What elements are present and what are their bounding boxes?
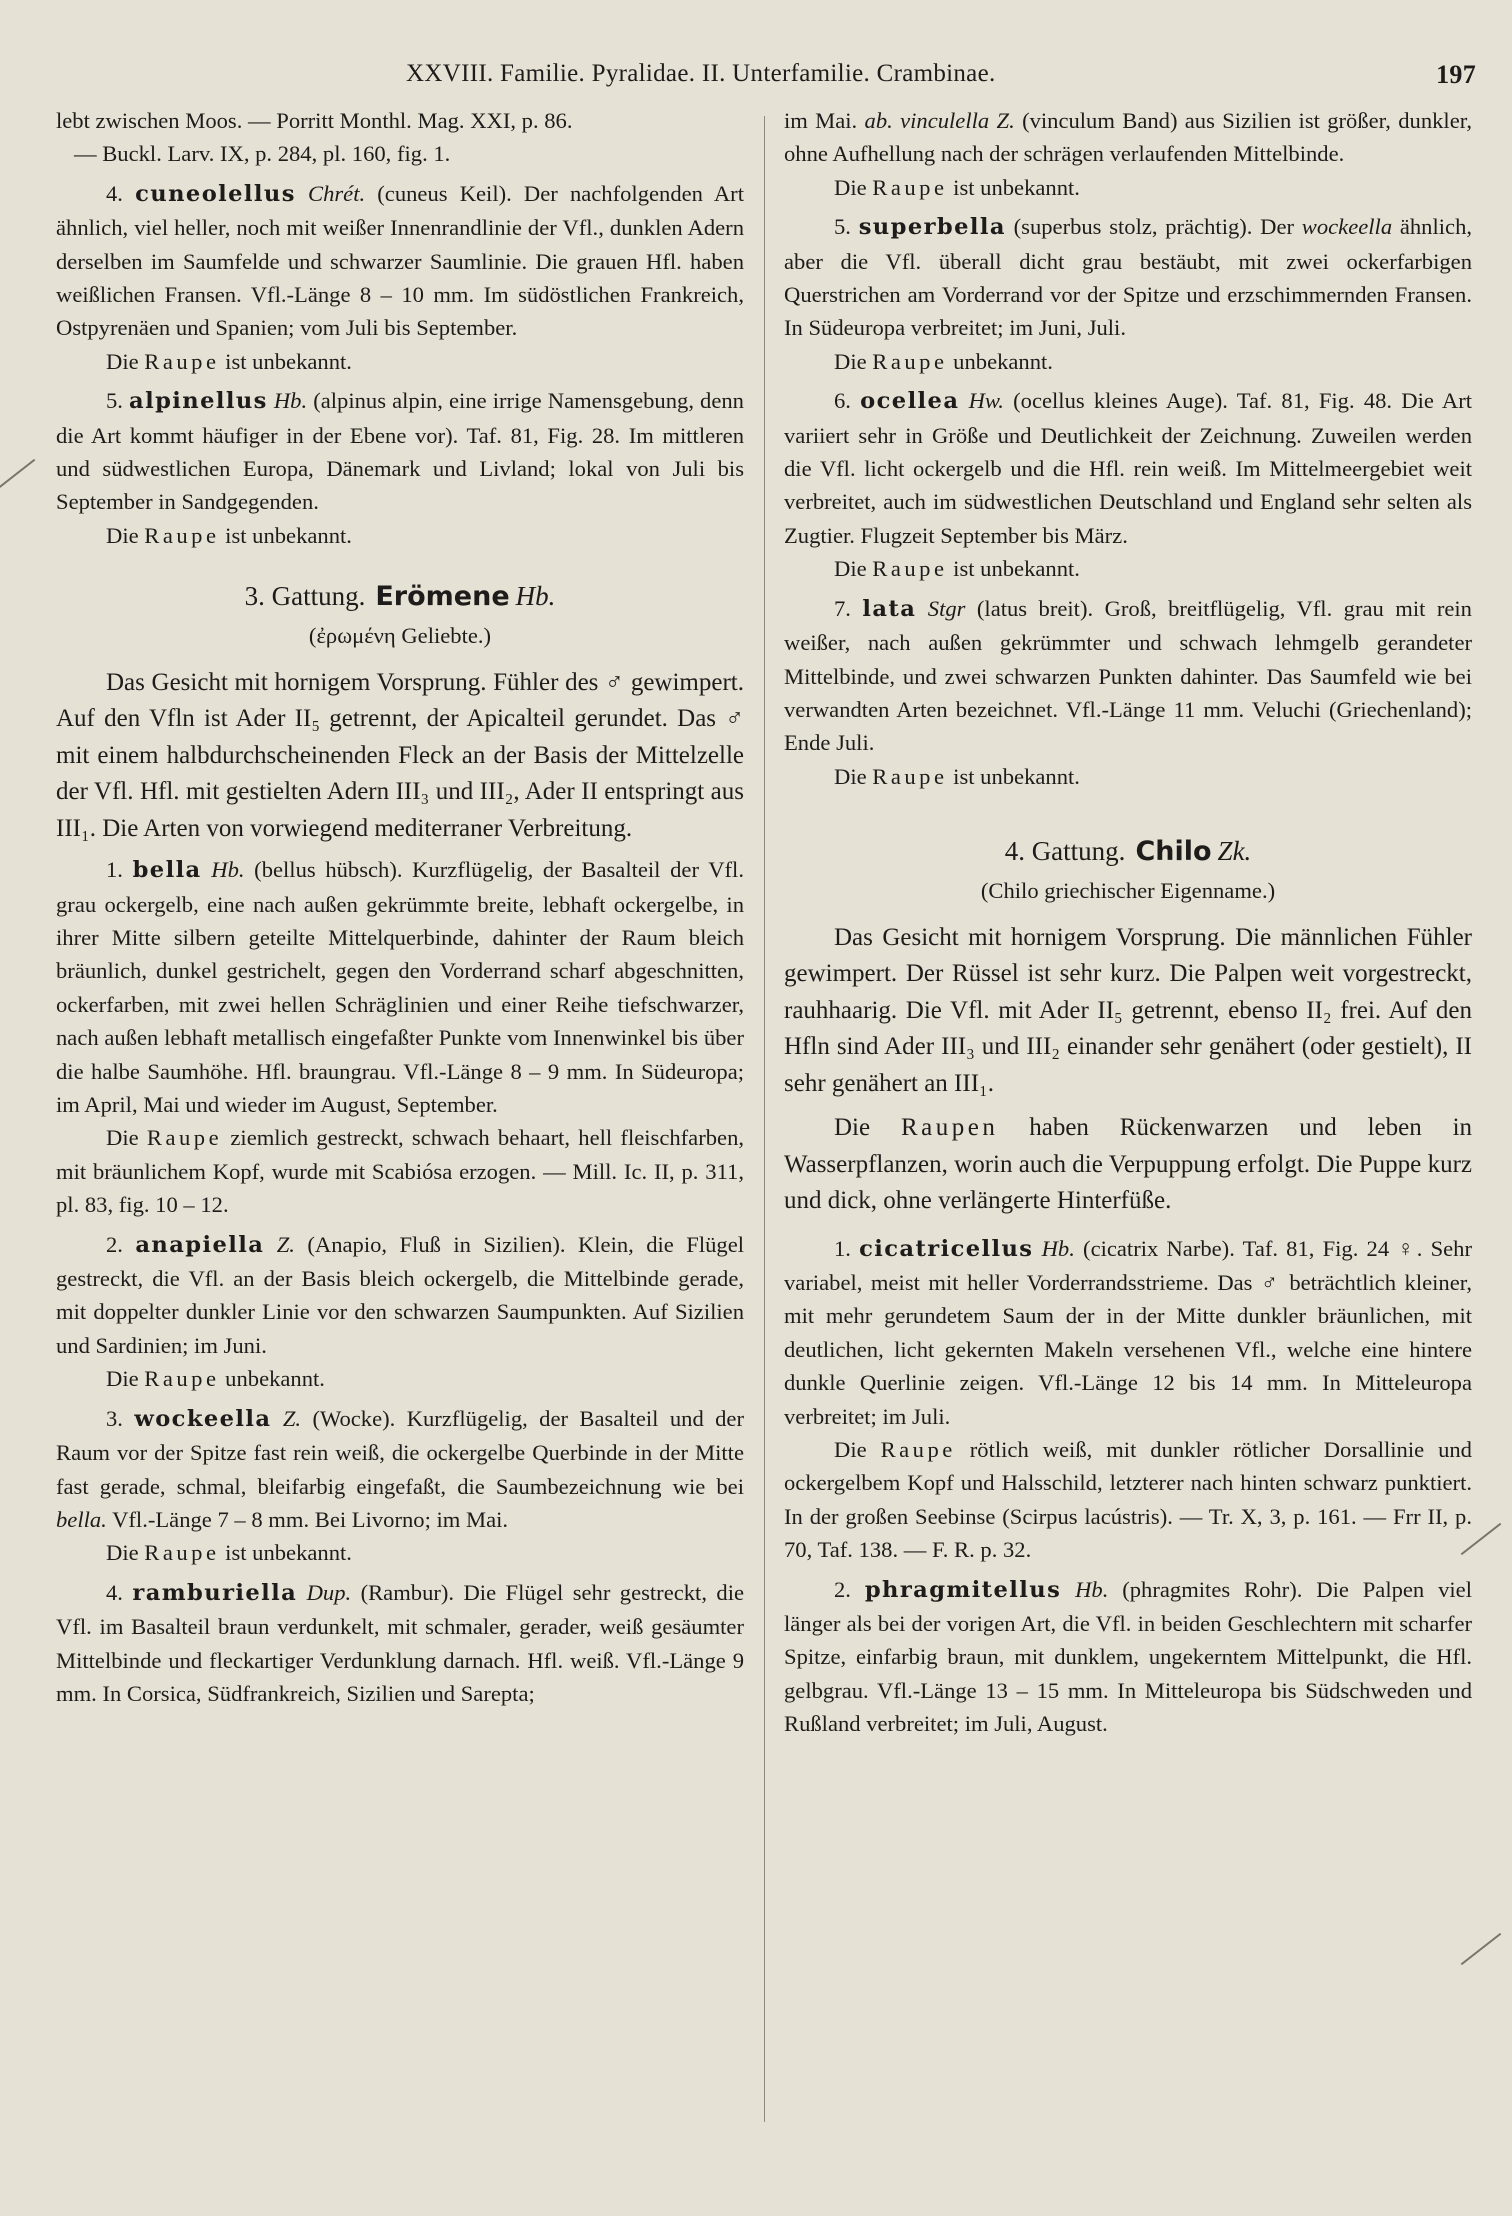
species-entry-phragmitellus: 2. phragmitellus Hb. (phragmites Rohr). Die Palpen viel länger als bei der vorigen Art, die Vfl. in beiden Geschlechtern mit scharfer Spitze, einfarbig braun, mit dunklem, ungekerntem Mittelpunkt, die Hfl. gelbgrau. Vfl.-Länge 13 – 15 mm. In Mitteleuropa bis Südschweden und Rußland verbreitet; im Juli, August.: [784, 1576, 1472, 1737]
genus-heading-eromene: 3. Gattung. Erömene Hb.: [244, 581, 556, 613]
species-name: bella: [132, 857, 202, 884]
species-entry-anapiella: 2. anapiella Z. (Anapio, Fluß in Sizilien). Klein, die Flügel gestreckt, die Vfl. an der Basis bleich ockergelb, die Mittelbinde gerade, mit doppelter dunkler Linie vor den schwarzen Saumpunkten. Auf Sizilien und Sardinien; im Juni.: [56, 1231, 745, 1358]
species-entry-cicatricellus: 1. cicatricellus Hb. (cicatrix Narbe). Taf. 81, Fig. 24 ♀. Sehr variabel, meist mit heller Vorderrandsstrieme. Das ♂ beträchtlich kleiner, mit mehr gerundetem Saum der in der Mitte dunkler bräunlichen, mit deutlichen, licht gekernten Makeln versehenen Vfl., welche eine hintere dunkle Querlinie zeigen. Vfl.-Länge 12 bis 14 mm. In Mitteleuropa verbreitet; im Juli.: [784, 1235, 1472, 1429]
running-title: XXVIII. Familie. Pyralidae. II. Unterfamilie. Crambinae.: [406, 60, 996, 87]
continuation-text: im Mai. ab. vinculella Z. (vinculum Band) aus Sizilien ist größer, dunkler, ohne Aufhellung nach der schrägen verlaufenden Mittelbinde.: [784, 108, 1473, 167]
larva-note: Die Raupe ist unbekannt.: [834, 763, 1080, 789]
page-header: [56, 52, 1476, 96]
larva-note: Die Raupe unbekannt.: [834, 348, 1053, 374]
pencil-mark: [1461, 1933, 1502, 1965]
genus-description: Das Gesicht mit hornigem Vorsprung. Die männlichen Fühler gewimpert. Der Rüssel ist sehr kurz. Die Palpen weit vorgestreckt, rauhhaarig. Die Vfl. mit Ader II₅ getrennt, ebenso II₂ frei. Auf den Hfln sind Ader III₃ und III₂ einander sehr genähert (oder gestielt), II sehr genähert an III₁.: [784, 923, 1472, 1097]
continuation-text: lebt zwischen Moos. — Porritt Monthl. Mag. XXI, p. 86. — Buckl. Larv. IX, p. 284, pl. 160, fig. 1.: [56, 108, 573, 167]
genus-description: Das Gesicht mit hornigem Vorsprung. Fühler des ♂ gewimpert. Auf den Vfln ist Ader II₅ getrennt, der Apicalteil gerundet. Das ♂ mit einem halbdurchscheinenden Fleck an der Basis der Mittelzelle der Vfl. Hfl. mit gestielten Adern III₃ und III₂, Ader II entspringt aus III₁. Die Arten von vorwiegend mediterraner Verbreitung.: [56, 668, 744, 842]
page-number: 197: [1436, 60, 1476, 89]
species-name: anapiella: [135, 1231, 265, 1258]
species-name: phragmitellus: [864, 1576, 1062, 1603]
larva-note: Die Raupe unbekannt.: [106, 1366, 325, 1392]
species-entry-lata: 7. lata Stgr (latus breit). Groß, breitflügelig, Vfl. grau mit rein weißer, nach außen gekrümmter und schwach lehmgelb gerandeter Mittelbinde, und zwei schwarzen Punkten dahinter. Das Saumfeld wie bei verwandten Arten bezeichnet. Vfl.-Länge 11 mm. Veluchi (Griechenland); Ende Juli.: [784, 595, 1472, 756]
larva-note: Die Raupe ist unbekannt.: [106, 522, 352, 548]
larva-note: Die Raupe ziemlich gestreckt, schwach behaart, hell fleischfarben, mit bräunlichem Kopf, wurde mit Scabiósa erzogen. — Mill. Ic. II, p. 311, pl. 83, fig. 10 – 12.: [56, 1125, 745, 1218]
larva-note: Die Raupe ist unbekannt.: [106, 1540, 352, 1566]
species-name: ramburiella: [132, 1579, 298, 1606]
species-name: wockeella: [134, 1405, 272, 1432]
genus-etymology: (ἐρωμένη Geliebte.): [308, 623, 492, 649]
species-entry-cuneolellus: 4. cuneolellus Chrét. (cuneus Keil). Der nachfolgenden Art ähnlich, viel heller, noch mit weißer Innenrandlinie der Vfl., dunklen Adern derselben im Saumfelde und schwarzer Saumlinie. Die grauen Hfl. haben weißlichen Fransen. Vfl.-Länge 8 – 10 mm. Im südöstlichen Frankreich, Ostpyrenäen und Spanien; vom Juli bis September.: [56, 180, 744, 341]
left-column: [56, 104, 744, 1710]
column-divider: [764, 116, 765, 2122]
species-name: ocellea: [860, 388, 960, 415]
species-entry-superbella: 5. superbella (superbus stolz, prächtig). Der wockeella ähnlich, aber die Vfl. überall dicht grau bestäubt, mit zwei ockerfarbigen Querstrichen am Vorderrand vor der Spitze und erzschimmernden Fransen. In Südeuropa verbreitet; im Juni, Juli.: [784, 214, 1473, 341]
species-entry-wockeella: 3. wockeella Z. (Wocke). Kurzflügelig, der Basalteil und der Raum vor der Spitze fast rein weiß, die ockergelbe Querbinde in der Mitte fast gerade, schmal, bleifarbig eingefaßt, die Saumbezeichnung wie bei bella. Vfl.-Länge 7 – 8 mm. Bei Livorno; im Mai.: [56, 1405, 744, 1532]
larva-note: Die Raupe ist unbekannt.: [834, 174, 1080, 200]
species-entry-alpinellus: 5. alpinellus Hb. (alpinus alpin, eine irrige Namensgebung, denn die Art kommt häufiger in der Ebene vor). Taf. 81, Fig. 28. Im mittleren und südwestlichen Europa, Dänemark und Livland; lokal von Juli bis September in Sandgegenden.: [56, 388, 744, 515]
genus-heading-chilo: 4. Gattung. Chilo Zk.: [1004, 836, 1252, 868]
species-entry-bella: 1. bella Hb. (bellus hübsch). Kurzflügelig, der Basalteil der Vfl. grau ockergelb, eine nach außen gekrümmte breite, lebhaft ockergelbe, in ihrer Mitte silbern geteilte Mittelquerbinde, dahinter der Raum bleich bräunlich, dunkel gestrichelt, gegen den Vorderrand scharf abgeschnitten, ockerfarben, mit zwei hellen Schräglinien und einer Reihe tiefschwarzer, nach außen lebhaft metallisch eingefaßter Punkte vom Innenwinkel bis über die halbe Saumhöhe. Hfl. braungrau. Vfl.-Länge 8 – 9 mm. In Südeuropa; im April, Mai und wieder im August, September.: [56, 857, 744, 1118]
larva-note: Die Raupen haben Rückenwarzen und leben in Wasserpflanzen, worin auch die Verpuppung erfolgt. Die Puppe kurz und dick, ohne verlängerte Hinterfüße.: [784, 1114, 1473, 1215]
larva-note: Die Raupe ist unbekannt.: [834, 556, 1080, 582]
pencil-mark: [0, 459, 35, 491]
species-entry-ramburiella: 4. ramburiella Dup. (Rambur). Die Flügel sehr gestreckt, die Vfl. im Basalteil braun verdunkelt, mit schmaler, gerader, weiß gesäumter Mittelbinde und fleckartiger Verdunklung darnach. Hfl. weiß. Vfl.-Länge 9 mm. In Corsica, Südfrankreich, Sizilien und Sarepta;: [56, 1579, 744, 1706]
species-name: superbella: [858, 214, 1006, 241]
species-name: cicatricellus: [859, 1235, 1034, 1262]
species-name: lata: [862, 595, 917, 622]
larva-note: Die Raupe rötlich weiß, mit dunkler rötlicher Dorsallinie und ockergelbem Kopf und Halsschild, letzterer nach hinten schwarz punktiert. In der großen Seebinse (Scirpus lacústris). — Tr. X, 3, p. 161. — Frr II, p. 70, Taf. 138. — F. R. p. 32.: [784, 1436, 1472, 1563]
right-column: [784, 104, 1472, 1741]
species-name: cuneolellus: [135, 180, 296, 207]
species-entry-ocellea: 6. ocellea Hw. (ocellus kleines Auge). Taf. 81, Fig. 48. Die Art variiert sehr in Größe und Deutlichkeit der Zeichnung. Zuweilen werden die Vfl. licht ockergelb und die Hfl. rein weiß. Im Mittelmeergebiet weit verbreitet, auch im südwestlichen Deutschland und England sehr selten als Zugtier. Flugzeit September bis März.: [784, 388, 1472, 548]
genus-etymology: (Chilo griechischer Eigenname.): [980, 878, 1276, 904]
larva-note: Die Raupe ist unbekannt.: [106, 348, 352, 374]
species-name: alpinellus: [129, 388, 268, 415]
